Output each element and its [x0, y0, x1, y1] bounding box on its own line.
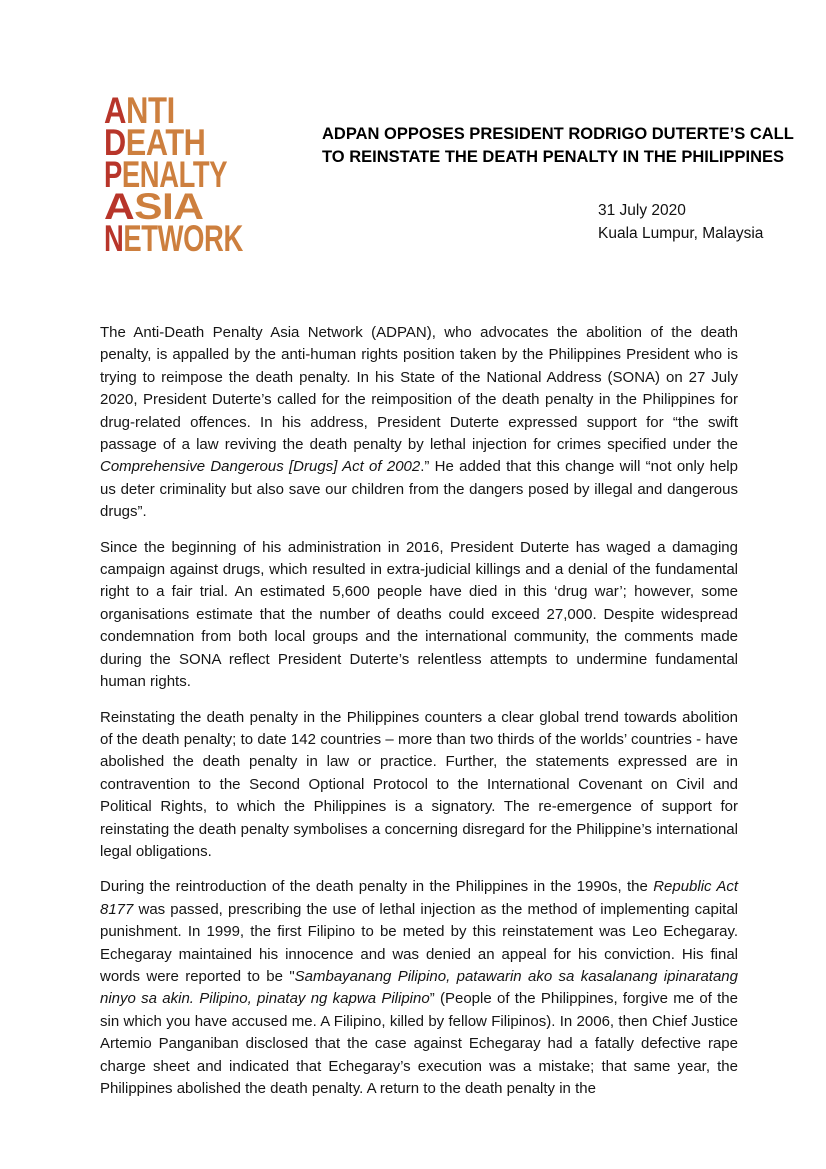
- logo-rest-letters: EATH: [125, 122, 206, 163]
- title-line-1: ADPAN OPPOSES PRESIDENT RODRIGO DUTERTE’S CALL: [322, 125, 794, 143]
- logo-rest-letters: ENALTY: [121, 154, 228, 195]
- text-run: During the reintroduction of the death penalty in the Philippines in the 1990s, the: [100, 878, 654, 896]
- logo-line-network: [104, 218, 243, 259]
- text-run-italic: Republic Act 8177: [100, 878, 738, 918]
- paragraph-4: [100, 876, 738, 1100]
- logo-rest-letters: SIA: [134, 186, 204, 227]
- location: Kuala Lumpur, Malaysia: [598, 225, 764, 242]
- date: 31 July 2020: [598, 202, 686, 219]
- logo-initial-letter: D: [104, 122, 126, 163]
- text-run-italic: Comprehensive Dangerous [Drugs] Act of 2002: [100, 458, 421, 476]
- text-run: .” He added that this change will “not only help us deter criminality but also save our children from the dangers posed by illegal and dangerous drugs”.: [100, 458, 738, 521]
- logo-initial-letter: A: [104, 186, 135, 227]
- document-body: [100, 322, 738, 1113]
- logo-rest-letters: NTI: [126, 90, 175, 131]
- dateline: [598, 199, 763, 245]
- adpan-logo: [104, 90, 292, 259]
- text-run: was passed, prescribing the use of lethal injection as the method of implementing capital punishment. In 1999, the first Filipino to be meted by this reinstatement was Leo Echegaray. Echegaray maintained his innocence and was denied an appeal for his conviction. His final words were reported to be ": [100, 900, 738, 985]
- logo-initial-letter: P: [104, 154, 122, 195]
- text-run: Since the beginning of his administration in 2016, President Duterte has waged a damaging campaign against drugs, which resulted in extra-judicial killings and a denial of the fundamental right to a fair trial. An estimated 5,600 people have died in this ‘drug war’; however, some organisations estimate that the number of deaths could exceed 27,000. Despite widespread condemnation from both local groups and the international community, the comments made during the SONA reflect President Duterte’s relentless attempts to undermine fundamental human rights.: [100, 538, 738, 691]
- logo-rest-letters: ETWORK: [123, 218, 243, 259]
- text-run-italic: Sambayanang Pilipino, patawarin ako sa kasalanang ipinaratang ninyo sa akin. Pilipino, pinatay ng kapwa Pilipino: [100, 967, 738, 1008]
- logo-initial-letter: N: [104, 218, 124, 259]
- paragraph-1: [100, 322, 738, 524]
- text-run: ” (People of the Philippines, forgive me of the sin which you have accused me. A Filipino, killed by fellow Filipinos). In 2006, then Chief Justice Artemio Panganiban disclosed that the case against Echegaray had a fatally defective rape charge sheet and indicated that Echegaray’s execution was a mistake; that same year, the Philippines abolished the death penalty. A return to the death penalty in the: [100, 990, 738, 1097]
- paragraph-3: [100, 707, 738, 864]
- title-line-2: TO REINSTATE THE DEATH PENALTY IN THE PHILIPPINES: [322, 147, 785, 166]
- document-title: [322, 123, 794, 168]
- text-run: Reinstating the death penalty in the Philippines counters a clear global trend towards abolition of the death penalty; to date 142 countries – more than two thirds of the worlds’ countries - have abolished the death penalty in law or practice. Further, the statements expressed are in contravention to the Second Optional Protocol to the International Covenant on Civil and Political Rights, to which the Philippines is a signatory. The re-emergence of support for reinstating the death penalty symbolises a concerning disregard for the Philippine’s international legal obligations.: [100, 708, 738, 860]
- text-run: The Anti-Death Penalty Asia Network (ADPAN), who advocates the abolition of the death penalty, is appalled by the anti-human rights position taken by the Philippines President who is trying to reimpose the death penalty. In his State of the National Address (SONA) on 27 July 2020, President Duterte’s called for the reimposition of the death penalty in the Philippines for drug-related offences. In his address, President Duterte expressed support for “the swift passage of a law reviving the death penalty by lethal injection for crimes specified under the: [100, 324, 738, 454]
- logo-initial-letter: A: [104, 90, 127, 131]
- paragraph-2: [100, 537, 738, 694]
